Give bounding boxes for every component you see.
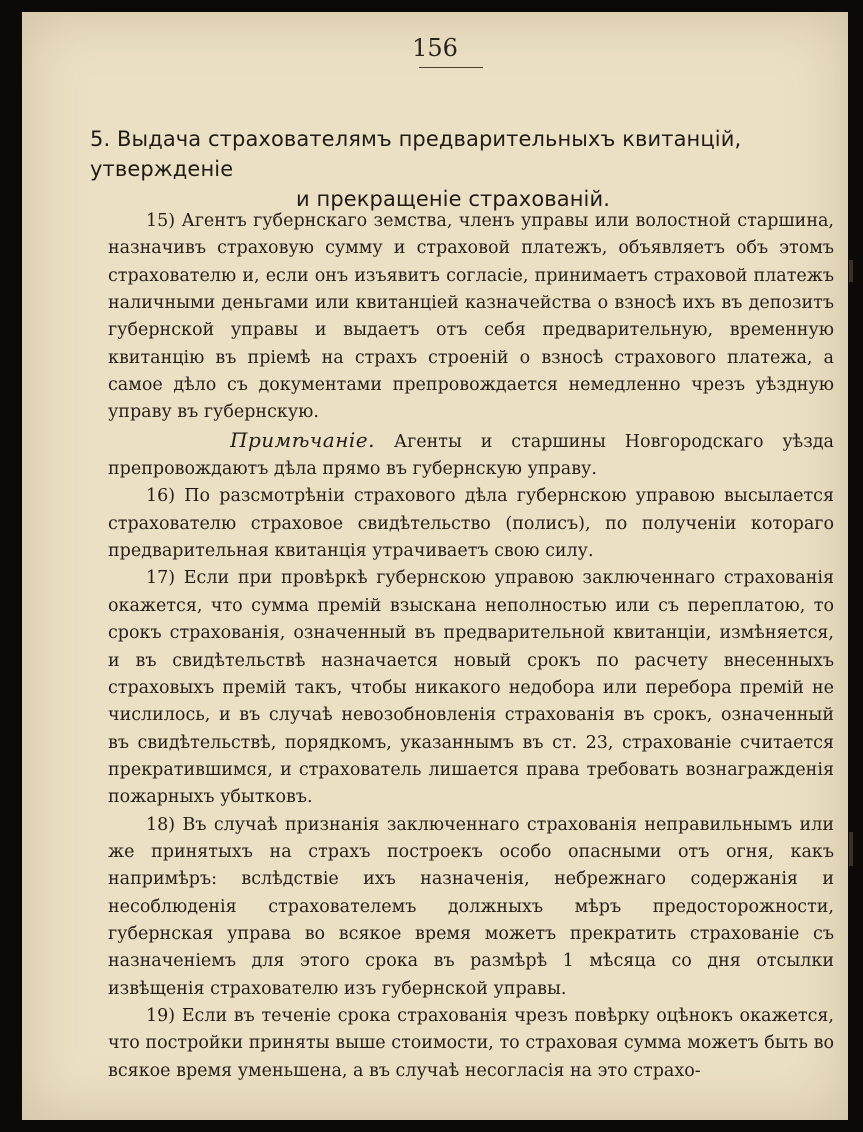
paragraph-17: 17) Если при провѣркѣ губернскою управою заключеннаго страхованія окажется, что сумма премій взыскана неполностью или съ переплатою, то срокъ страхованія, означенный въ предварительной квитанціи, измѣняется, и въ свидѣтельствѣ назначается новый срокъ по расчету внесенныхъ страховыхъ премій такъ, чтобы никакого недобора или перебора премій не числилось, и въ случаѣ невозобновленія страхованія въ срокъ, означенный въ свидѣтельствѣ, порядкомъ, указаннымъ въ ст. 23, страхованіе считается прекратившимся, и страхователь лишается права требовать вознагражденія пожарныхъ убытковъ. (108, 568, 834, 808)
note-paragraph (108, 427, 834, 484)
scan-edge-mark-bottom (849, 832, 853, 866)
section-heading (90, 124, 830, 214)
body-text (108, 208, 834, 1085)
page-number-rule (419, 67, 483, 68)
note-label: Примѣчаніе. (230, 427, 375, 452)
scan-edge-mark-top (849, 260, 853, 282)
paragraph-18: 18) Въ случаѣ признанія заключеннаго страхованія неправильнымъ или же принятыхъ на страхъ построекъ особо опасными отъ огня, какъ напримѣръ: вслѣдствіе ихъ назначенія, небрежнаго содержанія и несоблюденія страхователемъ должныхъ мѣръ предосторожности, губернская управа во всякое время можетъ прекратить страхованіе съ назначеніемъ для этого срока въ размѣрѣ 1 мѣсяца со дня отсылки извѣщенія страхователю изъ губернской управы. (108, 814, 834, 999)
paragraph-15: 15) Агентъ губернскаго земства, членъ управы или волостной старшина, назначивъ страховую сумму и страховой платежъ, объявляетъ объ этомъ страхователю и, если онъ изъявитъ согласіе, принимаетъ страховой платежъ наличными деньгами или квитанціей казначейства о взносѣ ихъ въ депозитъ губернской управы и выдаетъ отъ себя предварительную, временную квитанцію въ пріемѣ на страхъ строеній о взносѣ страхового платежа, а самое дѣло съ документами препровождается немедленно чрезъ уѣздную управу въ губернскую. (108, 211, 834, 423)
document-page (22, 12, 848, 1120)
section-heading-line-1: 5. Выдача страхователямъ предварительныхъ квитанцій, утвержденіе (90, 127, 742, 181)
page-number: 156 (412, 34, 458, 62)
section-heading-line-2: и прекращеніе страхованій. (295, 187, 611, 211)
paragraph-16: 16) По разсмотрѣніи страхового дѣла губернскою управою высылается страхователю страховое свидѣтельство (полисъ), по полученіи котораго предварительная квитанція утрачиваетъ свою силу. (108, 486, 834, 562)
paragraph-19: 19) Если въ теченіе срока страхованія чрезъ повѣрку оцѣнокъ окажется, что постройки приняты выше стоимости, то страховая сумма можетъ быть во всякое время уменьшена, а въ случаѣ несогласія на это страхо- (108, 1005, 834, 1081)
note-text: Агенты и старшины Новгородскаго уѣзда препровождаютъ дѣла прямо въ губернскую управу. (108, 431, 834, 480)
